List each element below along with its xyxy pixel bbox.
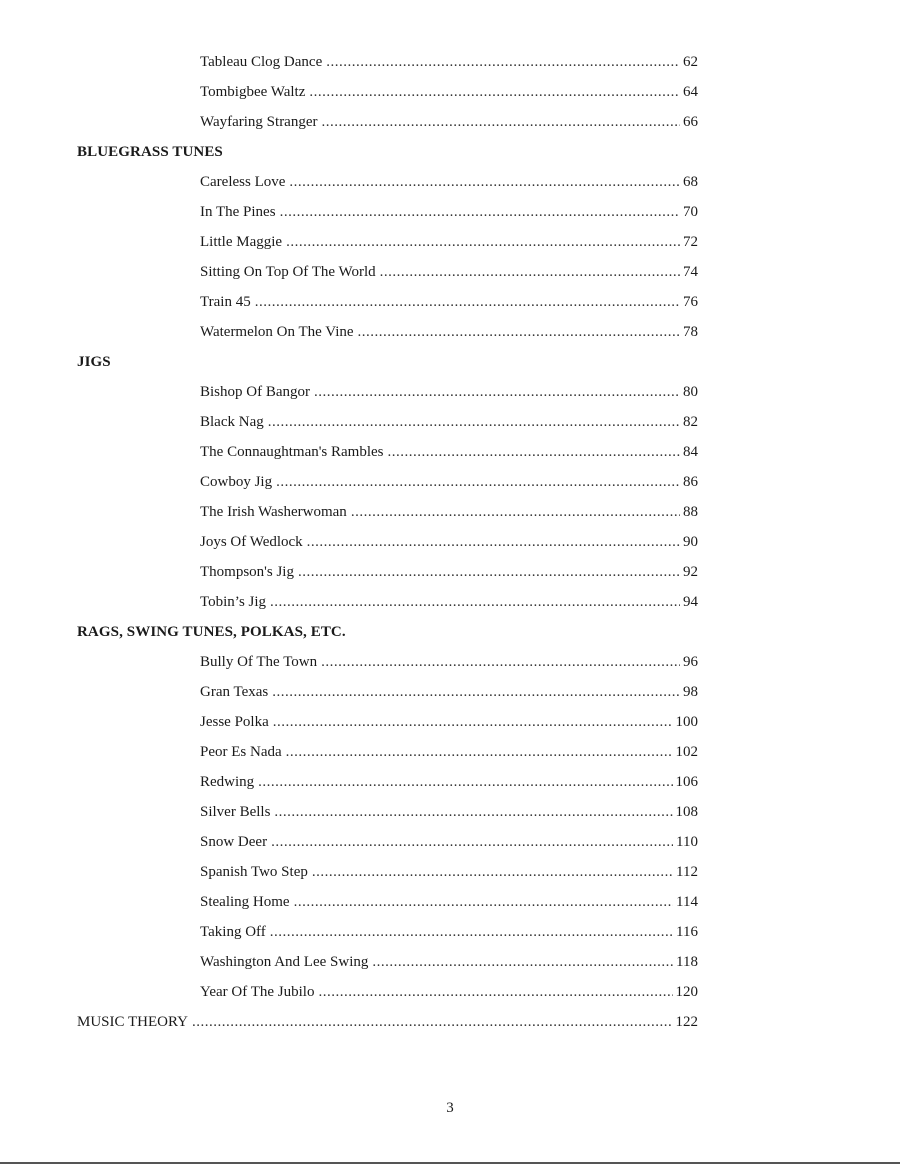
toc-row bbox=[0, 977, 900, 1007]
dot-leader bbox=[388, 437, 680, 467]
toc-entry-title: Washington And Lee Swing bbox=[200, 954, 369, 970]
toc-entry-title: Jesse Polka bbox=[200, 714, 269, 730]
toc-section-row bbox=[0, 347, 900, 377]
toc-row bbox=[0, 857, 900, 887]
toc-entry-page-number: 72 bbox=[683, 234, 698, 250]
toc-row bbox=[0, 167, 900, 197]
toc-section-heading: JIGS bbox=[77, 354, 111, 370]
toc-row bbox=[0, 287, 900, 317]
toc-entry-page-number: 90 bbox=[683, 534, 698, 550]
toc-entry-page-number: 118 bbox=[676, 954, 698, 970]
toc-row bbox=[0, 737, 900, 767]
toc-entry-title: Bishop Of Bangor bbox=[200, 384, 310, 400]
dot-leader bbox=[272, 677, 680, 707]
toc-entry-page-number: 122 bbox=[675, 1014, 698, 1030]
toc-row bbox=[0, 107, 900, 137]
toc-entry-title: Sitting On Top Of The World bbox=[200, 264, 376, 280]
dot-leader bbox=[322, 107, 681, 137]
toc-row bbox=[0, 887, 900, 917]
dot-leader bbox=[274, 797, 672, 827]
toc-entry-page-number: 82 bbox=[683, 414, 698, 430]
toc-entry-page-number: 84 bbox=[683, 444, 698, 460]
toc-entry-title: Black Nag bbox=[200, 414, 264, 430]
dot-leader bbox=[192, 1007, 673, 1037]
dot-leader bbox=[312, 857, 673, 887]
toc-entry-page-number: 76 bbox=[683, 294, 698, 310]
toc-row bbox=[0, 197, 900, 227]
dot-leader bbox=[273, 707, 673, 737]
toc-row bbox=[0, 1007, 900, 1037]
toc-entry-title: In The Pines bbox=[200, 204, 276, 220]
toc-entry[interactable] bbox=[200, 527, 698, 557]
toc-entry-title: Wayfaring Stranger bbox=[200, 114, 318, 130]
toc-entry[interactable] bbox=[200, 257, 698, 287]
toc-row bbox=[0, 227, 900, 257]
toc-entry-title: Train 45 bbox=[200, 294, 251, 310]
dot-leader bbox=[280, 197, 680, 227]
toc-row bbox=[0, 587, 900, 617]
toc-row bbox=[0, 767, 900, 797]
toc-entry-title: Tombigbee Waltz bbox=[200, 84, 306, 100]
dot-leader bbox=[298, 557, 680, 587]
toc-row bbox=[0, 437, 900, 467]
toc-entry[interactable] bbox=[200, 467, 698, 497]
toc-row bbox=[0, 917, 900, 947]
toc-entry[interactable] bbox=[200, 887, 698, 917]
toc-entry-page-number: 88 bbox=[683, 504, 698, 520]
toc-row bbox=[0, 827, 900, 857]
toc-entry-title: Careless Love bbox=[200, 174, 286, 190]
toc-entry-title: Tobin’s Jig bbox=[200, 594, 267, 610]
toc-row bbox=[0, 647, 900, 677]
toc-entry[interactable] bbox=[77, 1007, 698, 1037]
toc-section-row bbox=[0, 137, 900, 167]
toc-row bbox=[0, 947, 900, 977]
toc-row bbox=[0, 677, 900, 707]
toc-entry-title: Peor Es Nada bbox=[200, 744, 282, 760]
toc-entry[interactable] bbox=[200, 437, 698, 467]
toc-entry-page-number: 64 bbox=[683, 84, 698, 100]
dot-leader bbox=[258, 767, 672, 797]
dot-leader bbox=[372, 947, 673, 977]
toc-entry-page-number: 74 bbox=[683, 264, 698, 280]
toc-section-row bbox=[0, 617, 900, 647]
dot-leader bbox=[380, 257, 680, 287]
toc-entry[interactable] bbox=[200, 857, 698, 887]
toc-entry-title: Year Of The Jubilo bbox=[200, 984, 315, 1000]
toc-entry-title: Watermelon On The Vine bbox=[200, 324, 354, 340]
toc-entry-title: The Irish Washerwoman bbox=[200, 504, 347, 520]
dot-leader bbox=[358, 317, 680, 347]
toc-entry-page-number: 96 bbox=[683, 654, 698, 670]
toc-row bbox=[0, 77, 900, 107]
toc-entry[interactable] bbox=[200, 197, 698, 227]
toc-entry[interactable] bbox=[200, 737, 698, 767]
toc-entry-page-number: 110 bbox=[676, 834, 698, 850]
toc-entry-page-number: 78 bbox=[683, 324, 698, 340]
toc-entry[interactable] bbox=[200, 677, 698, 707]
dot-leader bbox=[314, 377, 680, 407]
dot-leader bbox=[271, 827, 673, 857]
toc-entry-page-number: 62 bbox=[683, 54, 698, 70]
toc-entry-page-number: 108 bbox=[675, 804, 698, 820]
toc-entry-title: Redwing bbox=[200, 774, 255, 790]
toc-entry-page-number: 114 bbox=[676, 894, 698, 910]
toc-row bbox=[0, 797, 900, 827]
dot-leader bbox=[307, 527, 680, 557]
dot-leader bbox=[318, 977, 672, 1007]
toc-entry[interactable] bbox=[200, 47, 698, 77]
toc-entry[interactable] bbox=[200, 647, 698, 677]
dot-leader bbox=[286, 227, 680, 257]
toc-entry[interactable] bbox=[200, 587, 698, 617]
toc-row bbox=[0, 407, 900, 437]
toc-entry-title: Taking Off bbox=[200, 924, 266, 940]
toc-entry-title: The Connaughtman's Rambles bbox=[200, 444, 384, 460]
dot-leader bbox=[270, 917, 673, 947]
dot-leader bbox=[268, 407, 680, 437]
dot-leader bbox=[289, 167, 680, 197]
toc-entry-page-number: 86 bbox=[683, 474, 698, 490]
toc-row bbox=[0, 377, 900, 407]
toc-entry[interactable] bbox=[200, 827, 698, 857]
toc-entry-page-number: 70 bbox=[683, 204, 698, 220]
toc-entry-page-number: 66 bbox=[683, 114, 698, 130]
toc-row bbox=[0, 467, 900, 497]
toc-entry-title: Joys Of Wedlock bbox=[200, 534, 303, 550]
toc-row bbox=[0, 257, 900, 287]
dot-leader bbox=[309, 77, 680, 107]
toc-row bbox=[0, 527, 900, 557]
toc-row bbox=[0, 557, 900, 587]
dot-leader bbox=[351, 497, 680, 527]
toc-entry[interactable] bbox=[200, 497, 698, 527]
toc-entry-title: Stealing Home bbox=[200, 894, 290, 910]
toc-entry[interactable] bbox=[200, 227, 698, 257]
toc-entry-title: Thompson's Jig bbox=[200, 564, 294, 580]
toc-section-heading: RAGS, SWING TUNES, POLKAS, ETC. bbox=[77, 624, 346, 640]
dot-leader bbox=[276, 467, 680, 497]
toc-row bbox=[0, 497, 900, 527]
dot-leader bbox=[294, 887, 673, 917]
toc-entry[interactable] bbox=[200, 167, 698, 197]
toc-entry[interactable] bbox=[200, 767, 698, 797]
table-of-contents bbox=[0, 47, 900, 1037]
toc-entry-title: MUSIC THEORY bbox=[77, 1014, 188, 1030]
dot-leader bbox=[270, 587, 680, 617]
toc-entry[interactable] bbox=[200, 707, 698, 737]
toc-entry[interactable] bbox=[200, 917, 698, 947]
toc-entry[interactable] bbox=[200, 77, 698, 107]
toc-entry[interactable] bbox=[200, 977, 698, 1007]
dot-leader bbox=[326, 47, 680, 77]
toc-section-heading: BLUEGRASS TUNES bbox=[77, 144, 223, 160]
toc-entry-page-number: 102 bbox=[675, 744, 698, 760]
toc-entry[interactable] bbox=[200, 407, 698, 437]
toc-entry-title: Snow Deer bbox=[200, 834, 268, 850]
dot-leader bbox=[255, 287, 680, 317]
toc-entry-page-number: 94 bbox=[683, 594, 698, 610]
toc-row bbox=[0, 47, 900, 77]
toc-entry[interactable] bbox=[200, 107, 698, 137]
toc-entry[interactable] bbox=[200, 287, 698, 317]
toc-entry-title: Spanish Two Step bbox=[200, 864, 308, 880]
toc-entry-page-number: 68 bbox=[683, 174, 698, 190]
toc-entry-page-number: 120 bbox=[675, 984, 698, 1000]
toc-entry-title: Cowboy Jig bbox=[200, 474, 273, 490]
toc-entry-page-number: 92 bbox=[683, 564, 698, 580]
toc-entry-title: Tableau Clog Dance bbox=[200, 54, 323, 70]
toc-entry[interactable] bbox=[200, 557, 698, 587]
toc-entry[interactable] bbox=[200, 947, 698, 977]
dot-leader bbox=[321, 647, 680, 677]
toc-entry[interactable] bbox=[200, 797, 698, 827]
toc-entry-title: Gran Texas bbox=[200, 684, 269, 700]
page-number-footer: 3 bbox=[446, 1100, 454, 1116]
toc-entry-title: Silver Bells bbox=[200, 804, 271, 820]
toc-entry[interactable] bbox=[200, 317, 698, 347]
toc-entry[interactable] bbox=[200, 377, 698, 407]
toc-row bbox=[0, 317, 900, 347]
toc-entry-page-number: 116 bbox=[676, 924, 698, 940]
toc-entry-page-number: 112 bbox=[676, 864, 698, 880]
toc-entry-title: Little Maggie bbox=[200, 234, 283, 250]
toc-entry-page-number: 100 bbox=[675, 714, 698, 730]
toc-entry-page-number: 106 bbox=[675, 774, 698, 790]
toc-entry-page-number: 80 bbox=[683, 384, 698, 400]
toc-entry-page-number: 98 bbox=[683, 684, 698, 700]
toc-entry-title: Bully Of The Town bbox=[200, 654, 318, 670]
toc-row bbox=[0, 707, 900, 737]
dot-leader bbox=[286, 737, 673, 767]
